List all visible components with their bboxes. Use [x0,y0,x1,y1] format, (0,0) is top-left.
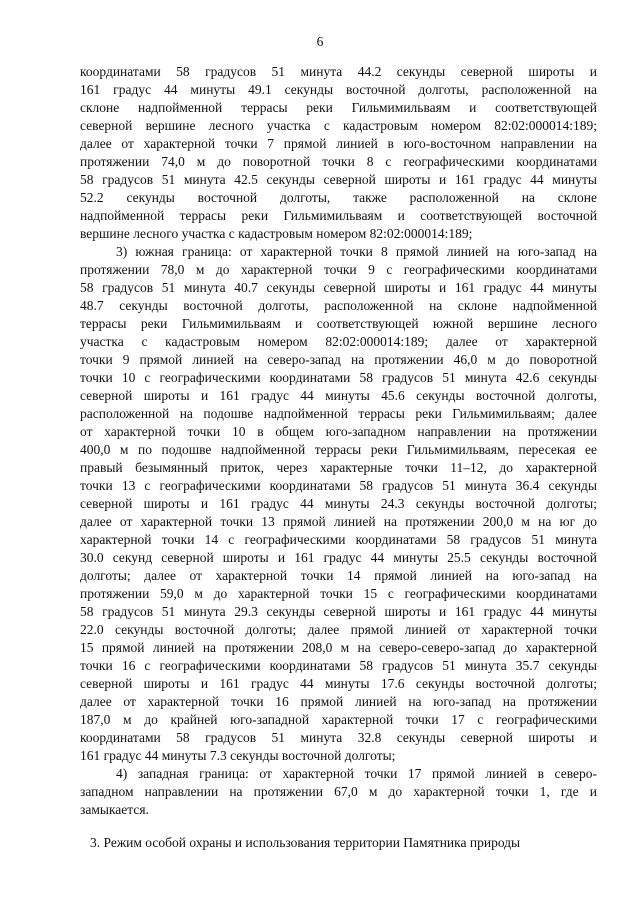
text-line: от характерной точки 10 в общем юго-западном направлении на протяжении [80,424,597,439]
text-line: 161 градус 44 минуты 49.1 секунды восточной долготы, расположенной на [80,82,597,97]
text-line: западном направлении на протяжении 67,0 м до характерной точки 1, где и [80,784,597,799]
text-line: северной широты и 161 градус 44 минуты 17.6 секунды восточной долготы; [80,676,597,691]
text-line: 30.0 секунд северной широты и 161 градус 44 минуты 25.5 секунды восточной [80,550,597,565]
text-line: 4) западная граница: от характерной точки 17 прямой линией в северо- [116,766,597,781]
text-line: 48.7 секунды восточной долготы, расположенной на склоне надпойменной [80,298,597,313]
text-line: замыкается. [80,802,149,817]
text-line: северной широты и 161 градус 44 минуты 24.3 секунды восточной долготы; [80,496,597,511]
text-line: 58 градусов 51 минута 42.5 секунды северной широты и 161 градус 44 минуты [80,172,597,187]
text-line: координатами 58 градусов 51 минута 44.2 секунды северной широты и [80,64,597,79]
text-line: 52.2 секунды восточной долготы, также расположенной на склоне [80,190,597,205]
text-line: 3) южная граница: от характерной точки 8 прямой линией на юго-запад на [116,244,597,259]
text-line: долготы; далее от характерной точки 14 прямой линией на юго-запад на [80,568,597,583]
text-line: правый безымянный приток, через характерные точки 11–12, до характерной [80,460,597,475]
text-line: вершине лесного участка с кадастровым номером 82:02:000014:189; [80,226,473,241]
text-line: 400,0 м по подошве надпойменной террасы реки Гильмимильваям, пересекая ее [80,442,597,457]
section-heading: 3. Режим особой охраны и использования территории Памятника природы [90,835,521,850]
text-line: расположенной на подошве надпойменной террасы реки Гильмимильваям; далее [80,406,597,421]
text-line: участка с кадастровым номером 82:02:000014:189; далее от характерной [80,334,597,349]
text-line: протяжении 74,0 м до поворотной точки 8 с географическими координатами [80,154,597,169]
text-line: 187,0 м до крайней юго-западной характерной точки 17 с географическими [80,712,597,727]
text-line: северной широты и 161 градус 44 минуты 45.6 секунды восточной долготы, [80,388,597,403]
page-number: 6 [316,34,324,49]
text-line: северной вершине лесного участка с кадастровым номером 82:02:000014:189; [80,118,597,133]
text-line: далее от характерной точки 16 прямой линией на юго-запад на протяжении [80,694,597,709]
text-line: склоне надпойменной террасы реки Гильмимильваям и соответствующей [80,100,597,115]
text-line: точки 10 с географическими координатами 58 градусов 51 минута 42.6 секунды [80,370,597,385]
text-line: протяжении 78,0 м до характерной точки 9 с географическими координатами [80,262,597,277]
text-line: точки 16 с географическими координатами 58 градусов 51 минута 35.7 секунды [80,658,597,673]
text-line: координатами 58 градусов 51 минута 32.8 секунды северной широты и [80,730,597,745]
text-line: 15 прямой линией на протяжении 208,0 м на северо-северо-запад до характерной [80,640,597,655]
text-line: 161 градус 44 минуты 7.3 секунды восточной долготы; [80,748,396,763]
text-line: 22.0 секунды восточной долготы; далее прямой линией от характерной точки [80,622,597,637]
text-line: далее от характерной точки 7 прямой линией в юго-восточном направлении на [80,136,597,151]
text-line: характерной точки 14 с географическими координатами 58 градусов 51 минута [80,532,597,547]
text-line: 58 градусов 51 минута 40.7 секунды северной широты и 161 градус 44 минуты [80,280,597,295]
text-line: точки 9 прямой линией на северо-запад на протяжении 46,0 м до поворотной [80,352,597,367]
text-line: террасы реки Гильмимильваям и соответствующей южной вершине лесного [80,316,597,331]
text-line: далее от характерной точки 13 прямой линией на протяжении 200,0 м на юг до [80,514,597,529]
text-line: точки 13 с географическими координатами 58 градусов 51 минута 36.4 секунды [80,478,597,493]
text-line: надпойменной террасы реки Гильмимильваям и соответствующей восточной [80,208,597,223]
text-line: протяжении 59,0 м до характерной точки 15 с географическими координатами [80,586,597,601]
text-line: 58 градусов 51 минута 29.3 секунды северной широты и 161 градус 44 минуты [80,604,597,619]
